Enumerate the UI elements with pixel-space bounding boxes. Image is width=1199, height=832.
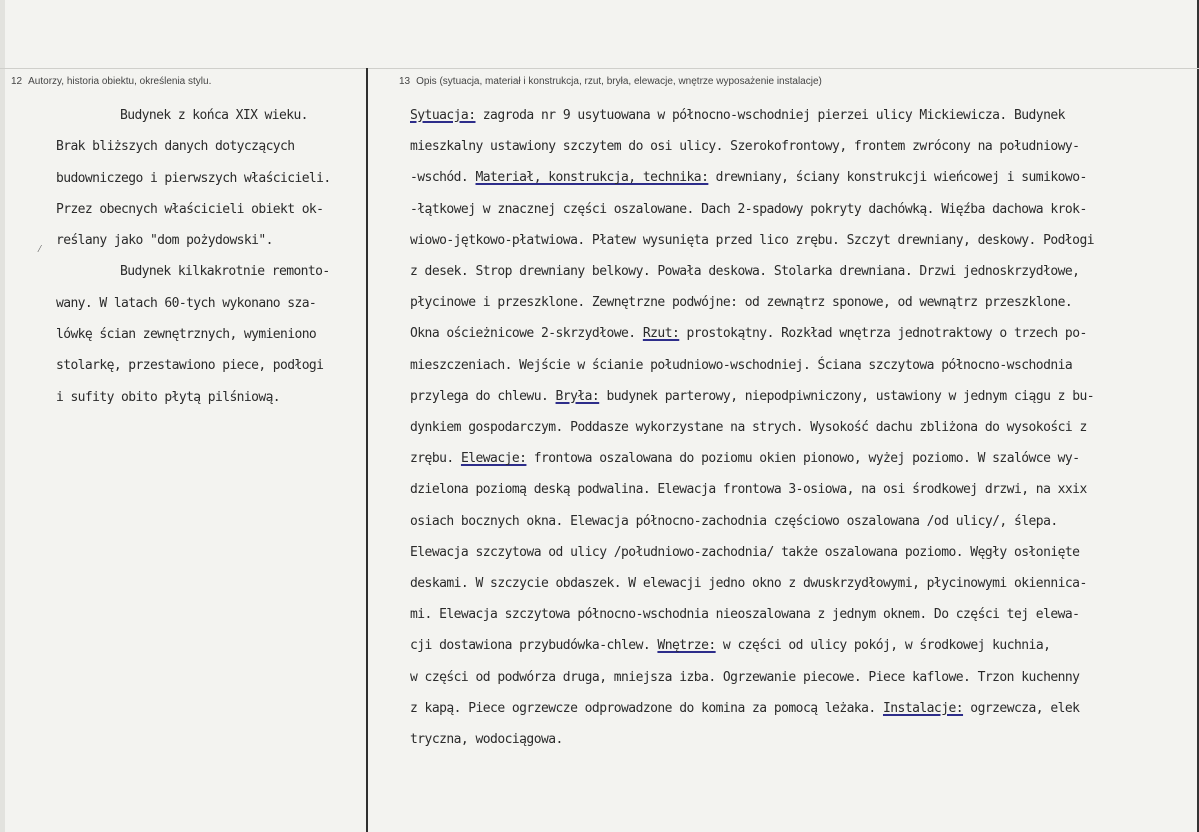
- text-line: [410, 568, 1185, 599]
- line-text: z desek. Strop drewniany belkowy. Powała deskowa. Stolarka drewniana. Drzwi jednoskrzydłowe,: [410, 264, 1080, 280]
- section-number: 13: [399, 76, 411, 87]
- right-section-header: [399, 76, 822, 87]
- text-line: Budynek kilkakrotnie remonto-: [120, 264, 330, 280]
- line-text: frontowa oszalowana do poziomu okien pionowo, wyżej poziomo. W szalówce wy-: [526, 451, 1080, 467]
- line-text: przylega do chlewu.: [410, 388, 556, 404]
- line-text: dynkiem gospodarczym. Poddasze wykorzystane na strych. Wysokość dachu zbliżona do wysokości z: [410, 420, 1087, 436]
- section-number: 12: [11, 76, 23, 87]
- text-line: Przez obecnych właścicieli obiekt ok-: [56, 201, 324, 217]
- text-line: [410, 693, 1185, 724]
- text-line: i sufity obito płytą pilśniową.: [56, 389, 281, 405]
- section-title: Opis (sytuacja, materiał i konstrukcja, rzut, bryła, elewacje, wnętrze wyposażenie instalacje): [416, 76, 822, 87]
- text-line: wany. W latach 60-tych wykonano sza-: [56, 295, 317, 311]
- line-text: w części od ulicy pokój, w środkowej kuchnia,: [715, 638, 1051, 654]
- line-text: budynek parterowy, niepodpiwniczony, ustawiony w jednym ciągu z bu-: [599, 388, 1095, 404]
- text-line: [410, 537, 1185, 568]
- line-text: mieszkalny ustawiony szczytem do osi ulicy. Szerokofrontowy, frontem zwrócony na południowy-: [410, 139, 1080, 155]
- left-column-text: [56, 100, 361, 413]
- text-line: [410, 506, 1185, 537]
- line-text: osiach bocznych okna. Elewacja północno-zachodnia częściowo oszalowana /od ulicy/, ślepa.: [410, 513, 1058, 529]
- line-text: zrębu.: [410, 451, 461, 467]
- line-text: deskami. W szczycie obdaszek. W elewacji jedno okno z dwuskrzydłowymi, płycinowymi okiennica-: [410, 576, 1087, 592]
- text-line: [410, 443, 1185, 474]
- text-line: [410, 131, 1185, 162]
- text-line: [410, 474, 1185, 505]
- text-line: Budynek z końca XIX wieku.: [120, 108, 308, 123]
- text-line: lówkę ścian zewnętrznych, wymieniono: [56, 327, 317, 343]
- section-title: Autorzy, historia obiektu, określenia stylu.: [28, 76, 212, 87]
- text-line: [410, 381, 1185, 412]
- text-line: [410, 350, 1185, 381]
- text-line: [410, 256, 1185, 287]
- section-label: Rzut:: [642, 326, 680, 342]
- column-divider: [366, 68, 368, 832]
- text-line: [410, 412, 1185, 443]
- line-text: tryczna, wodociągowa.: [410, 732, 563, 748]
- line-text: mieszczeniach. Wejście w ścianie południowo-wschodniej. Ściana szczytowa północno-wschodnia: [410, 357, 1073, 373]
- page-edge: [0, 0, 5, 832]
- section-label: Sytuacja:: [410, 108, 476, 123]
- section-label: Instalacje:: [882, 700, 964, 716]
- line-text: Okna ościeżnicowe 2-skrzydłowe.: [410, 326, 643, 342]
- line-text: w części od podwórza druga, mniejsza izba. Ogrzewanie piecowe. Piece kaflowe. Trzon kuchenny: [410, 669, 1080, 685]
- margin-mark: /: [38, 243, 42, 255]
- section-label: Wnętrze:: [657, 638, 716, 654]
- top-rule: [0, 68, 1199, 69]
- line-text: płycinowe i przeszklone. Zewnętrzne podwójne: od zewnątrz sponowe, od wewnątrz przeszklone.: [410, 295, 1073, 311]
- text-line: [410, 662, 1185, 693]
- text-line: budowniczego i pierwszych właścicieli.: [56, 170, 331, 186]
- text-line: stolarkę, przestawiono piece, podłogi: [56, 358, 324, 374]
- text-line: [410, 724, 1185, 755]
- line-text: drewniany, ściany konstrukcji wieńcowej i sumikowo-: [708, 170, 1087, 186]
- text-line: [410, 630, 1185, 661]
- line-text: prostokątny. Rozkład wnętrza jednotraktowy o trzech po-: [679, 326, 1087, 342]
- line-text: ogrzewcza, elek: [963, 700, 1080, 716]
- text-line: [410, 599, 1185, 630]
- text-line: reślany jako "dom pożydowski".: [56, 233, 273, 249]
- line-text: mi. Elewacja szczytowa północno-wschodnia nieoszalowana z jednym oknem. Do części tej elewa-: [410, 607, 1080, 623]
- section-label: Elewacje:: [460, 451, 527, 467]
- line-text: -łątkowej w znacznej części oszalowane. Dach 2-spadowy pokryty dachówką. Więźba dachowa krok-: [410, 201, 1087, 217]
- line-text: wiowo-jętkowo-płatwiowa. Płatew wysunięta przed lico zrębu. Szczyt drewniany, deskowy. Podłogi: [410, 232, 1095, 248]
- text-line: [410, 318, 1185, 349]
- section-label: Bryła:: [555, 388, 600, 404]
- text-line: [410, 225, 1185, 256]
- section-label: Materiał, konstrukcja, technika:: [475, 170, 709, 186]
- text-line: [410, 194, 1185, 225]
- line-text: z kapą. Piece ogrzewcze odprowadzone do komina za pomocą leżaka.: [410, 700, 883, 716]
- line-text: -wschód.: [410, 170, 476, 186]
- line-text: Elewacja szczytowa od ulicy /południowo-zachodnia/ także oszalowana poziomo. Węgły osłonięte: [410, 544, 1080, 560]
- right-column-text: [410, 100, 1185, 755]
- text-line: [410, 100, 1185, 131]
- line-text: zagroda nr 9 usytuowana w północno-wschodniej pierzei ulicy Mickiewicza. Budynek: [475, 108, 1065, 123]
- left-section-header: [11, 76, 211, 87]
- line-text: cji dostawiona przybudówka-chlew.: [410, 638, 658, 654]
- text-line: [410, 162, 1185, 193]
- line-text: dzielona poziomą deską podwalina. Elewacja frontowa 3-osiowa, na osi środkowej drzwi, na xxix: [410, 482, 1087, 498]
- text-line: Brak bliższych danych dotyczących: [56, 139, 295, 155]
- text-line: [410, 287, 1185, 318]
